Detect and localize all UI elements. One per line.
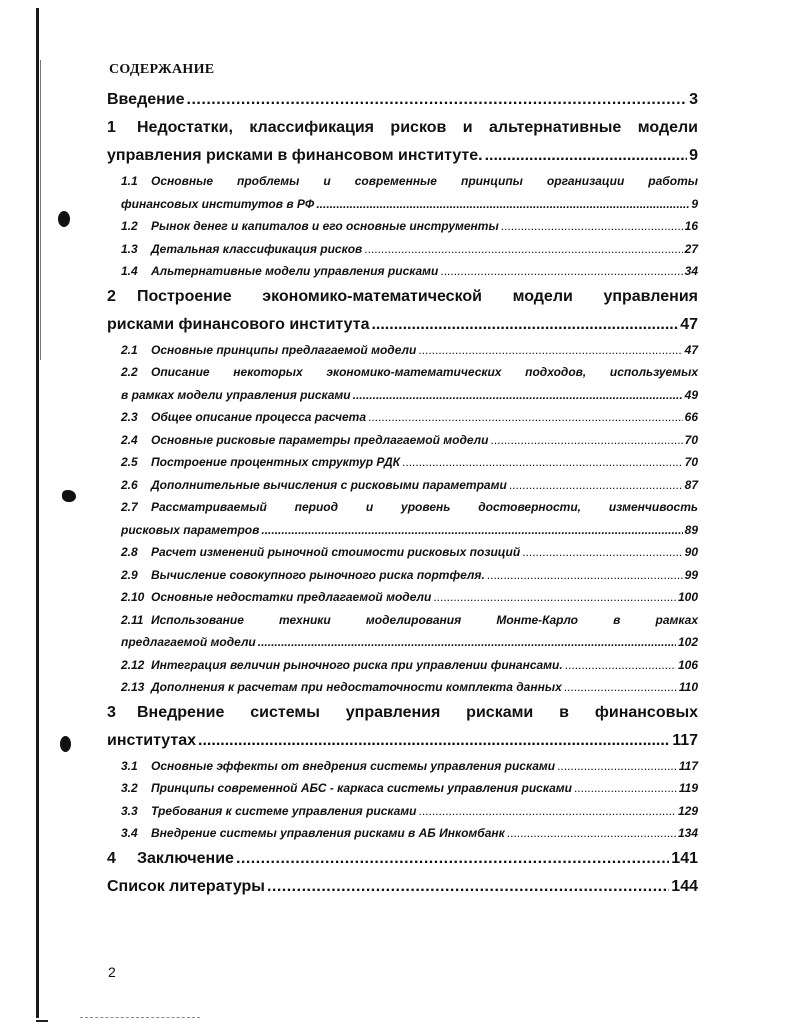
toc-entry-title: Основные проблемы и современные принципы организации работы — [151, 174, 698, 188]
dot-leader — [487, 564, 683, 587]
dot-leader — [565, 654, 676, 677]
toc-entry-title: Внедрение системы управления рисками в АБ Инкомбанк — [151, 826, 505, 840]
toc-entry-number: 2.7 — [121, 500, 138, 514]
toc-entry-1-4[interactable] — [107, 260, 698, 283]
dot-leader — [258, 631, 676, 654]
toc-entry-title: Вычисление совокупного рыночного риска портфеля. — [151, 567, 485, 582]
toc-entry-chapter-4[interactable] — [107, 845, 698, 873]
toc-entry-2-4[interactable] — [107, 429, 698, 452]
toc-entry-title: Заключение — [137, 849, 234, 867]
table-of-contents — [107, 86, 698, 901]
toc-entry-page: 70 — [684, 455, 698, 469]
toc-entry-number: 2.3 — [121, 410, 138, 424]
toc-entry-2-13[interactable] — [107, 676, 698, 699]
binding-hole-mark — [62, 490, 76, 502]
dot-leader — [501, 215, 683, 238]
dot-leader — [267, 873, 669, 901]
toc-entry-title: Расчет изменений рыночной стоимости рисковых позиций — [151, 545, 521, 559]
toc-entry-title: Описание некоторых экономико-математических подходов, используемых — [151, 365, 698, 379]
toc-entry-title-cont: в рамках модели управления рисками — [121, 387, 351, 402]
binding-hole-mark — [58, 211, 70, 227]
toc-entry-page: 90 — [684, 545, 698, 559]
toc-entry-title: Основные эффекты от внедрения системы управления рисками — [151, 758, 556, 773]
toc-entry-number: 2.12 — [121, 657, 145, 672]
toc-entry-page: 3 — [689, 91, 698, 108]
toc-entry-2-1[interactable] — [107, 339, 698, 362]
toc-entry-page: 16 — [684, 219, 698, 233]
page-number: 2 — [108, 964, 116, 980]
dot-leader — [402, 451, 683, 474]
toc-entry-page: 9 — [689, 147, 698, 164]
toc-entry-3-3[interactable] — [107, 800, 698, 823]
toc-entry-number: 2.5 — [121, 455, 138, 469]
toc-entry-chapter-2[interactable] — [107, 283, 698, 339]
dot-leader — [490, 429, 682, 452]
toc-entry-page: 119 — [678, 781, 698, 795]
toc-entry-title: Принципы современной АБС - каркаса системы управления рисками — [151, 781, 572, 795]
toc-entry-title: Рынок денег и капиталов и его основные инструменты — [151, 219, 499, 233]
toc-entry-title: Список литературы — [107, 877, 265, 895]
toc-entry-page: 34 — [684, 264, 698, 278]
dot-leader — [187, 86, 688, 114]
toc-entry-number: 1.2 — [121, 219, 138, 233]
dot-leader — [522, 541, 682, 564]
toc-entry-page: 144 — [671, 877, 698, 895]
toc-entry-1-1[interactable] — [107, 170, 698, 215]
toc-entry-page: 117 — [678, 758, 698, 773]
toc-entry-page: 9 — [691, 196, 698, 211]
page-title: СОДЕРЖАНИЕ — [109, 62, 215, 77]
toc-entry-number: 3.1 — [121, 758, 138, 773]
toc-entry-number: 2.10 — [121, 590, 145, 604]
toc-entry-page: 99 — [684, 567, 698, 582]
footer-rule — [80, 1017, 200, 1019]
toc-entry-page: 129 — [677, 803, 698, 818]
dot-leader — [353, 384, 683, 407]
dot-leader — [440, 260, 682, 283]
toc-entry-title: Использование техники моделирования Монте-Карло в рамках — [151, 612, 698, 627]
toc-entry-2-2[interactable] — [107, 361, 698, 406]
toc-entry-title: Детальная классификация рисков — [151, 241, 363, 256]
dot-leader — [507, 822, 676, 845]
toc-entry-title: Основные рисковые параметры предлагаемой модели — [151, 432, 489, 447]
toc-entry-title-cont: предлагаемой модели — [121, 635, 256, 649]
dot-leader — [316, 193, 689, 216]
toc-entry-page: 47 — [684, 342, 698, 357]
toc-entry-2-11[interactable] — [107, 609, 698, 654]
toc-entry-number: 2.1 — [121, 342, 138, 357]
toc-entry-3-2[interactable] — [107, 777, 698, 800]
toc-entry-title-cont: финансовых институтов в РФ — [121, 196, 315, 211]
scan-mark — [36, 1020, 48, 1022]
toc-entry-title-cont: рисками финансового института — [107, 315, 370, 333]
toc-entry-2-3[interactable] — [107, 406, 698, 429]
toc-entry-number: 2.2 — [121, 365, 138, 379]
toc-entry-page: 141 — [671, 849, 698, 867]
toc-entry-page: 102 — [677, 635, 698, 649]
dot-leader — [419, 800, 676, 823]
toc-entry-number: 3.4 — [121, 826, 138, 840]
dot-leader — [509, 474, 683, 497]
scan-border-secondary — [40, 60, 41, 360]
toc-entry-page: 110 — [678, 680, 698, 694]
binding-hole-mark — [60, 736, 71, 752]
toc-entry-chapter-3[interactable] — [107, 699, 698, 755]
dot-leader — [198, 727, 670, 755]
toc-entry-title: Введение — [107, 91, 185, 108]
toc-entry-number: 2.8 — [121, 545, 138, 559]
toc-entry-title: Дополнения к расчетам при недостаточности комплекта данных — [151, 680, 562, 694]
toc-entry-title-cont: институтах — [107, 731, 197, 749]
toc-entry-number: 2 — [107, 287, 116, 305]
toc-entry-chapter-1[interactable] — [107, 114, 698, 170]
scan-border — [36, 8, 39, 1018]
toc-entry-number: 2.11 — [121, 612, 144, 627]
toc-entry-title: Дополнительные вычисления с рисковыми параметрами — [151, 477, 507, 492]
dot-leader — [485, 142, 688, 170]
dot-leader — [418, 339, 682, 362]
toc-entry-number: 4 — [107, 849, 116, 867]
toc-entry-2-6[interactable] — [107, 474, 698, 497]
toc-entry-number: 2.4 — [121, 432, 138, 447]
toc-entry-title-cont: управления рисками в финансовом институте. — [107, 147, 483, 164]
toc-entry-2-12[interactable] — [107, 654, 698, 677]
toc-entry-number: 3 — [107, 703, 116, 721]
toc-entry-number: 1 — [107, 119, 116, 136]
toc-entry-page: 106 — [677, 657, 698, 672]
toc-entry-title-cont: рисковых параметров — [121, 522, 260, 537]
dot-leader — [368, 406, 683, 429]
toc-entry-title: Построение процентных структур РДК — [151, 455, 401, 469]
toc-entry-number: 2.13 — [121, 680, 145, 694]
toc-entry-page: 117 — [672, 731, 698, 749]
toc-entry-page: 27 — [684, 241, 698, 256]
dot-leader — [236, 845, 669, 873]
toc-entry-2-5[interactable] — [107, 451, 698, 474]
toc-entry-number: 1.3 — [121, 241, 138, 256]
dot-leader — [564, 676, 677, 699]
toc-entry-number: 1.4 — [121, 264, 138, 278]
toc-entry-title: Основные недостатки предлагаемой модели — [151, 590, 432, 604]
toc-entry-number: 2.9 — [121, 567, 138, 582]
toc-entry-page: 87 — [684, 477, 698, 492]
toc-entry-title: Рассматриваемый период и уровень достоверности, изменчивость — [151, 500, 698, 514]
toc-entry-title: Недостатки, классификация рисков и альтернативные модели — [137, 119, 698, 136]
toc-entry-3-1[interactable] — [107, 755, 698, 778]
toc-entry-number: 3.2 — [121, 781, 138, 795]
toc-entry-page: 70 — [684, 432, 698, 447]
toc-entry-references[interactable] — [107, 873, 698, 901]
toc-entry-1-3[interactable] — [107, 238, 698, 261]
toc-entry-page: 89 — [684, 522, 698, 537]
dot-leader — [364, 238, 682, 261]
toc-entry-title: Внедрение системы управления рисками в финансовых — [137, 703, 698, 721]
dot-leader — [574, 777, 677, 800]
toc-entry-page: 134 — [677, 826, 698, 840]
toc-entry-title: Общее описание процесса расчета — [151, 410, 366, 424]
toc-entry-number: 2.6 — [121, 477, 138, 492]
toc-entry-title: Требования к системе управления рисками — [151, 803, 417, 818]
toc-entry-3-4[interactable] — [107, 822, 698, 845]
dot-leader — [557, 755, 677, 778]
toc-entry-page: 49 — [684, 387, 698, 402]
toc-entry-2-10[interactable] — [107, 586, 698, 609]
toc-entry-2-7[interactable] — [107, 496, 698, 541]
toc-entry-intro[interactable] — [107, 86, 698, 114]
dot-leader — [433, 586, 676, 609]
toc-entry-2-9[interactable] — [107, 564, 698, 587]
toc-entry-title: Основные принципы предлагаемой модели — [151, 342, 417, 357]
toc-entry-page: 66 — [684, 410, 698, 424]
dot-leader — [371, 311, 678, 339]
toc-entry-title: Интеграция величин рыночного риска при управлении финансами. — [151, 657, 563, 672]
toc-entry-page: 100 — [677, 590, 698, 604]
toc-entry-title: Альтернативные модели управления рисками — [151, 264, 439, 278]
toc-entry-1-2[interactable] — [107, 215, 698, 238]
toc-entry-title: Построение экономико-математической модели управления — [137, 287, 698, 305]
toc-entry-2-8[interactable] — [107, 541, 698, 564]
toc-entry-page: 47 — [680, 315, 698, 333]
dot-leader — [261, 519, 682, 542]
toc-entry-number: 1.1 — [121, 174, 138, 188]
toc-entry-number: 3.3 — [121, 803, 138, 818]
